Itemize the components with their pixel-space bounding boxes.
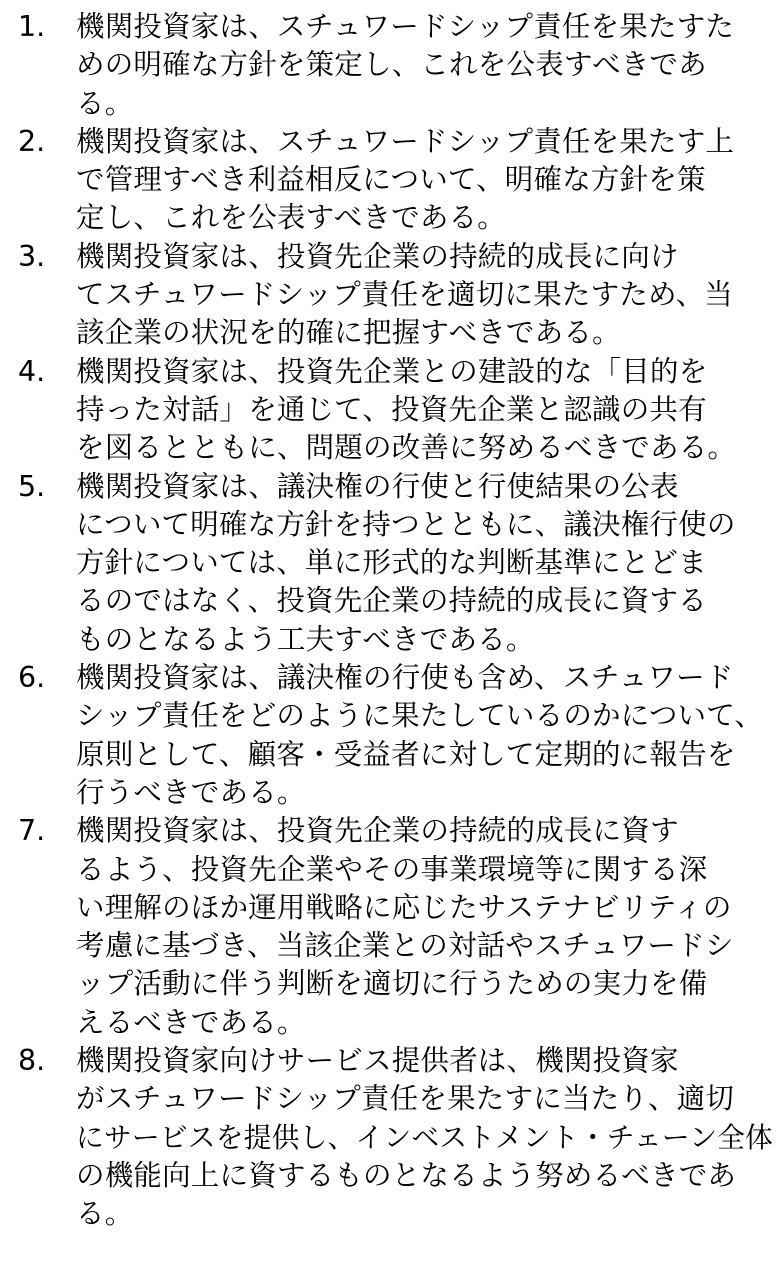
- principle-line: の機能向上に資するものとなるよう努めるべきであ: [76, 1158, 737, 1192]
- principle-line: 機関投資家は、議決権の行使と行使結果の公表: [76, 469, 679, 503]
- principle-line: を図るとともに、問題の改善に努めるべきである。: [76, 431, 737, 465]
- principle-line: 機関投資家は、スチュワードシップ責任を果たす上: [76, 124, 735, 158]
- principle-line: るのではなく、投資先企業の持続的成長に資する: [76, 584, 707, 618]
- principle-text: [76, 812, 751, 1042]
- principle-line: がスチュワードシップ責任を果たすに当たり、適切: [76, 1082, 735, 1116]
- principle-line: について明確な方針を持つとともに、議決権行使の: [76, 507, 736, 541]
- principle-text: [76, 123, 751, 238]
- principle-item-8: [0, 1042, 779, 1233]
- principle-line: い理解のほか運用戦略に応じたサステナビリティの: [76, 890, 732, 924]
- principle-item-5: [0, 468, 779, 659]
- principle-item-2: [0, 123, 779, 238]
- principle-line: 持った対話」を通じて、投資先企業と認識の共有: [76, 392, 707, 426]
- principle-text: [76, 353, 751, 468]
- principle-item-6: [0, 659, 779, 812]
- principle-number: 8.: [18, 1044, 46, 1078]
- principle-line: 該企業の状況を的確に把握すべきである。: [76, 316, 621, 350]
- principle-text: [76, 1042, 774, 1233]
- principle-line: 機関投資家は、議決権の行使も含め、スチュワード: [76, 661, 734, 695]
- principle-line: る。: [76, 1197, 134, 1231]
- principle-number: 7.: [18, 814, 46, 848]
- principle-number: 5.: [18, 469, 46, 503]
- principle-line: 方針については、単に形式的な判断基準にとどま: [76, 546, 707, 580]
- principle-line: るよう、投資先企業やその事業環境等に関する深: [76, 852, 708, 886]
- principle-line: 機関投資家は、投資先企業の持続的成長に向け: [76, 239, 679, 273]
- principle-text: [76, 8, 751, 123]
- principle-text: [76, 238, 751, 353]
- principle-text: [76, 468, 751, 659]
- principle-line: 原則として、顧客・受益者に対して定期的に報告を: [76, 737, 736, 771]
- principle-text: [76, 659, 764, 812]
- principle-number: 3.: [18, 239, 46, 273]
- principle-line: 行うべきである。: [76, 775, 306, 809]
- principle-line: 定し、これを公表すべきである。: [76, 201, 506, 235]
- principle-line: てスチュワードシップ責任を適切に果たすため、当: [76, 278, 733, 312]
- principle-line: 機関投資家向けサービス提供者は、機関投資家: [76, 1044, 679, 1078]
- principle-number: 6.: [18, 661, 46, 695]
- principle-line: めの明確な方針を策定し、これを公表すべきであ: [76, 48, 707, 82]
- principle-line: る。: [76, 86, 134, 120]
- principle-line: えるべきである。: [76, 1005, 306, 1039]
- principle-item-7: [0, 812, 779, 1042]
- principle-item-1: [0, 8, 779, 123]
- principles-list: [0, 8, 779, 1234]
- principle-line: ップ活動に伴う判断を適切に行うための実力を備: [76, 967, 708, 1001]
- principle-item-3: [0, 238, 779, 353]
- principle-line: にサービスを提供し、インベストメント・チェーン全体: [76, 1120, 774, 1154]
- principle-line: 機関投資家は、投資先企業の持続的成長に資す: [76, 814, 679, 848]
- principle-line: 考慮に基づき、当該企業との対話やスチュワードシ: [76, 929, 734, 963]
- principle-number: 4.: [18, 354, 46, 388]
- principle-line: 機関投資家は、スチュワードシップ責任を果たすた: [76, 10, 735, 43]
- principle-line: ものとなるよう工夫すべきである。: [76, 622, 535, 656]
- principle-line: 機関投資家は、投資先企業との建設的な「目的を: [76, 354, 708, 388]
- principle-line: シップ責任をどのように果たしているのかについて、: [76, 699, 764, 733]
- principle-item-4: [0, 353, 779, 468]
- principle-line: で管理すべき利益相反について、明確な方針を策: [76, 163, 706, 197]
- principle-number: 1.: [18, 10, 46, 43]
- principle-number: 2.: [18, 124, 46, 158]
